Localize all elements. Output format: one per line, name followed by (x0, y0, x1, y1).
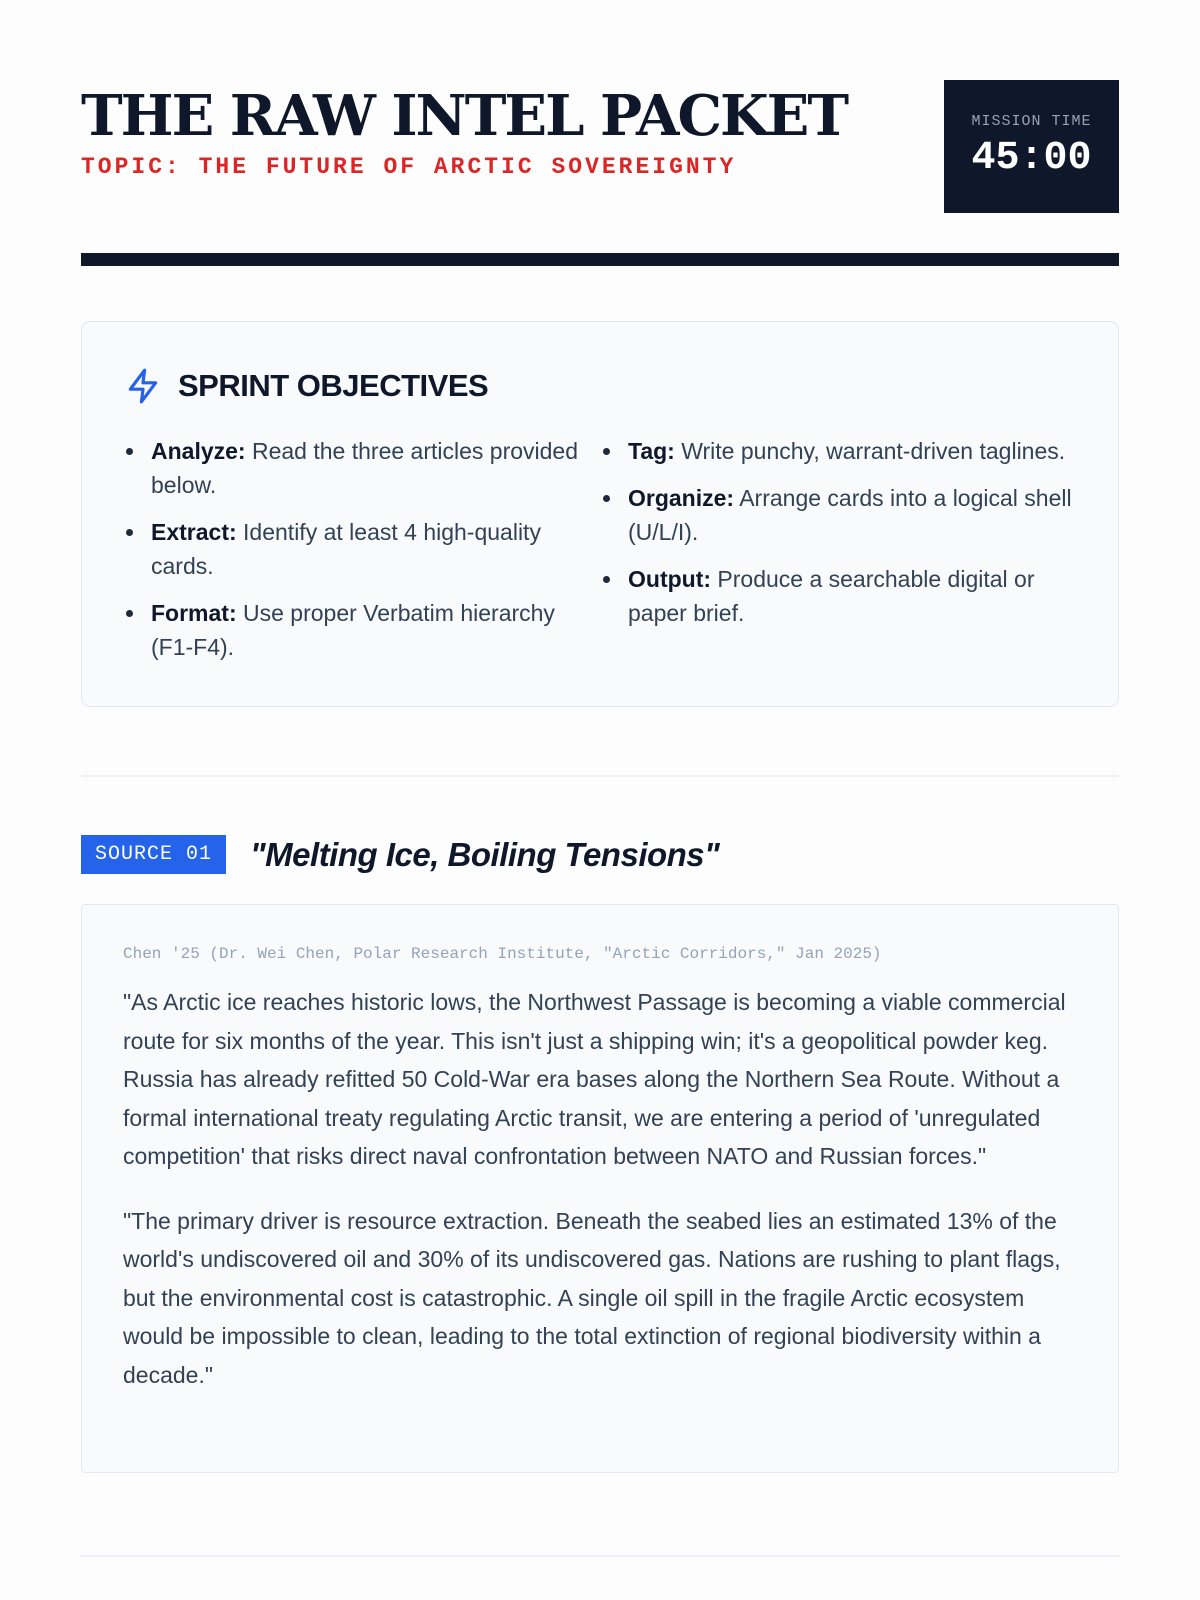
objective-text: Produce a searchable digital or paper brief. (628, 566, 1035, 626)
header-divider (81, 253, 1119, 266)
sprint-objectives-card (81, 321, 1119, 707)
title-block (81, 80, 847, 180)
objective-label: Extract: (151, 519, 237, 545)
objective-label: Tag: (628, 438, 675, 464)
source-badge: SOURCE 01 (81, 835, 226, 874)
section-divider (81, 775, 1119, 777)
timer-label: MISSION TIME (971, 112, 1092, 130)
page-title: THE RAW INTEL PACKET (81, 83, 848, 149)
objective-text: Arrange cards into a logical shell (U/L/I). (628, 485, 1072, 545)
quote-paragraph: "The primary driver is resource extraction. Beneath the seabed lies an estimated 13% of the world's undiscovered oil and 30% of its undiscovered gas. Nations are rushing to plant flags, but the environmental cost is catastrophic. A single oil spill in the fragile Arctic ecosystem would be impossible to clean, leading to the total extinction of regional biodiversity within a decade." (123, 1207, 1061, 1388)
source-article-card (81, 904, 1119, 1473)
quote-paragraph: "As Arctic ice reaches historic lows, the Northwest Passage is becoming a viable commercial route for six months of the year. This isn't just a shipping win; it's a geopolitical powder keg. Russia has already refitted 50 Cold-War era bases along the Northern Sea Route. Without a formal international treaty regulating Arctic transit, we are entering a period of 'unregulated competition' that risks direct naval confrontation between NATO and Russian forces." (123, 989, 1066, 1169)
objective-item (124, 434, 601, 502)
objective-label: Organize: (628, 485, 735, 511)
source-title: "Melting Ice, Boiling Tensions" (250, 835, 720, 873)
objectives-right-column (601, 434, 1078, 677)
objective-text: Use proper Verbatim hierarchy (F1-F4). (151, 600, 555, 660)
source-heading (81, 835, 1119, 874)
objective-text: Read the three articles provided below. (151, 438, 579, 498)
objective-item (601, 562, 1078, 630)
objective-label: Format: (151, 600, 237, 626)
section-divider-bottom (81, 1555, 1119, 1557)
mission-timer (944, 80, 1119, 213)
objective-text: Write punchy, warrant-driven taglines. (674, 438, 1066, 464)
topic-subtitle: TOPIC: THE FUTURE OF ARCTIC SOVEREIGNTY (81, 154, 737, 180)
timer-value: 45:00 (971, 135, 1092, 181)
objective-label: Analyze: (151, 438, 246, 464)
objective-text: Identify at least 4 high-quality cards. (151, 519, 541, 579)
source-citation: Chen '25 (Dr. Wei Chen, Polar Research Institute, "Arctic Corridors," Jan 2025) (123, 945, 882, 963)
objective-item (124, 596, 601, 664)
objective-label: Output: (628, 566, 712, 592)
objectives-left-column (124, 434, 601, 677)
objectives-title: SPRINT OBJECTIVES (178, 368, 489, 403)
page-header (81, 80, 1119, 213)
objective-item (601, 481, 1078, 549)
lightning-bolt-icon (124, 366, 162, 406)
objectives-grid (124, 434, 1078, 677)
objective-item (124, 515, 601, 583)
objectives-heading (124, 366, 1078, 406)
objective-item (601, 434, 1078, 468)
